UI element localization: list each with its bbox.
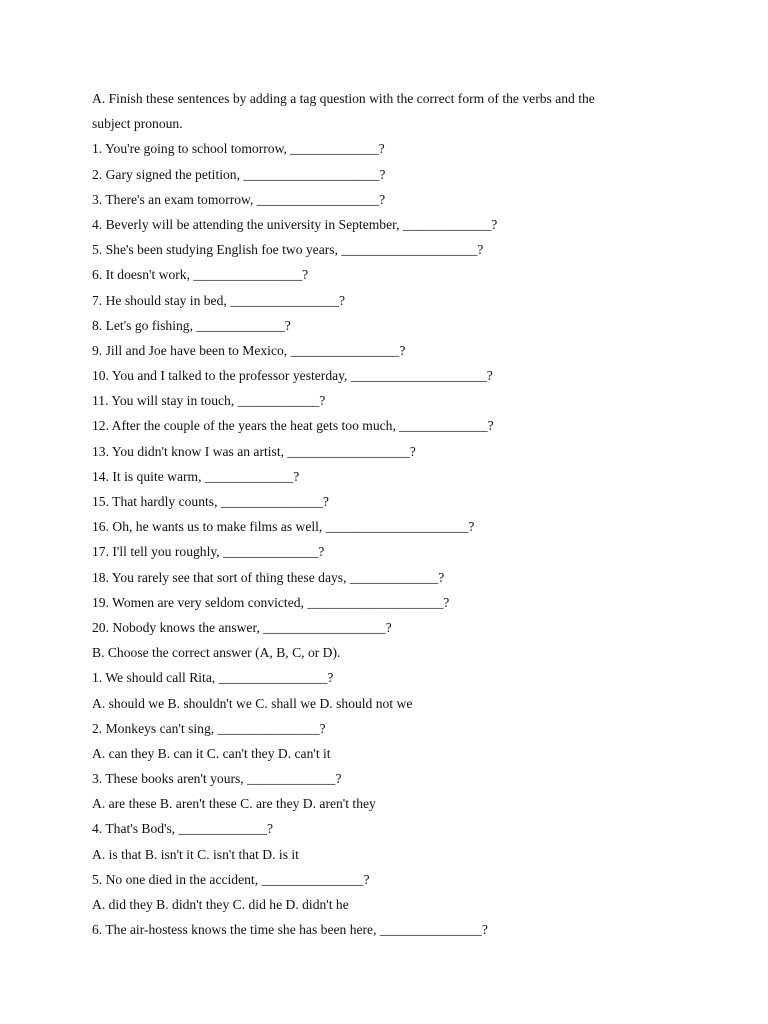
question-a19: 19. Women are very seldom convicted, ____________________?	[92, 594, 450, 610]
question-b2: 2. Monkeys can't sing, _______________?	[92, 720, 326, 736]
question-a18: 18. You rarely see that sort of thing these days, _____________?	[92, 569, 445, 585]
question-a7: 7. He should stay in bed, ________________?	[92, 292, 345, 308]
question-a13: 13. You didn't know I was an artist, __________________?	[92, 443, 416, 459]
question-a14: 14. It is quite warm, _____________?	[92, 468, 300, 484]
question-a3: 3. There's an exam tomorrow, __________________?	[92, 191, 386, 207]
question-a17: 17. I'll tell you roughly, ______________?	[92, 544, 325, 560]
question-a20: 20. Nobody knows the answer, __________________?	[92, 619, 392, 635]
options-b2: A. can they B. can it C. can't they D. can't it	[92, 745, 331, 761]
question-a2: 2. Gary signed the petition, ____________________?	[92, 166, 386, 182]
question-a1: 1. You're going to school tomorrow, _____________?	[92, 141, 385, 157]
options-b1: A. should we B. shouldn't we C. shall we D. should not we	[92, 695, 413, 711]
question-a6: 6. It doesn't work, ________________?	[92, 267, 309, 283]
question-b4: 4. That's Bod's, _____________?	[92, 821, 273, 837]
question-a12: 12. After the couple of the years the heat gets too much, _____________?	[92, 418, 494, 434]
question-a8: 8. Let's go fishing, _____________?	[92, 317, 291, 333]
question-a10: 10. You and I talked to the professor yesterday, ____________________?	[92, 368, 493, 384]
worksheet-page	[92, 86, 692, 942]
question-a16: 16. Oh, he wants us to make films as well, _____________________?	[92, 519, 475, 535]
question-a9: 9. Jill and Joe have been to Mexico, ________________?	[92, 342, 406, 358]
question-b5: 5. No one died in the accident, _______________?	[92, 871, 370, 887]
question-a11: 11. You will stay in touch, ____________?	[92, 393, 326, 409]
options-b3: A. are these B. aren't these C. are they D. aren't they	[92, 796, 376, 812]
section-a-instruction-cont: subject pronoun.	[92, 116, 183, 132]
section-a-instruction: A. Finish these sentences by adding a tag question with the correct form of the verbs and the	[92, 91, 595, 106]
question-a15: 15. That hardly counts, _______________?	[92, 494, 329, 509]
question-a5: 5. She's been studying English foe two years, ____________________?	[92, 242, 484, 258]
question-a4: 4. Beverly will be attending the university in September, _____________?	[92, 216, 498, 232]
question-b3: 3. These books aren't yours, _____________?	[92, 771, 342, 787]
question-b6: 6. The air-hostess knows the time she has been here, _______________?	[92, 922, 488, 938]
options-b4: A. is that B. isn't it C. isn't that D. is it	[92, 846, 299, 862]
section-b-instruction: B. Choose the correct answer (A, B, C, or D).	[92, 645, 341, 661]
options-b5: A. did they B. didn't they C. did he D. didn't he	[92, 897, 349, 912]
question-b1: 1. We should call Rita, ________________?	[92, 670, 334, 686]
